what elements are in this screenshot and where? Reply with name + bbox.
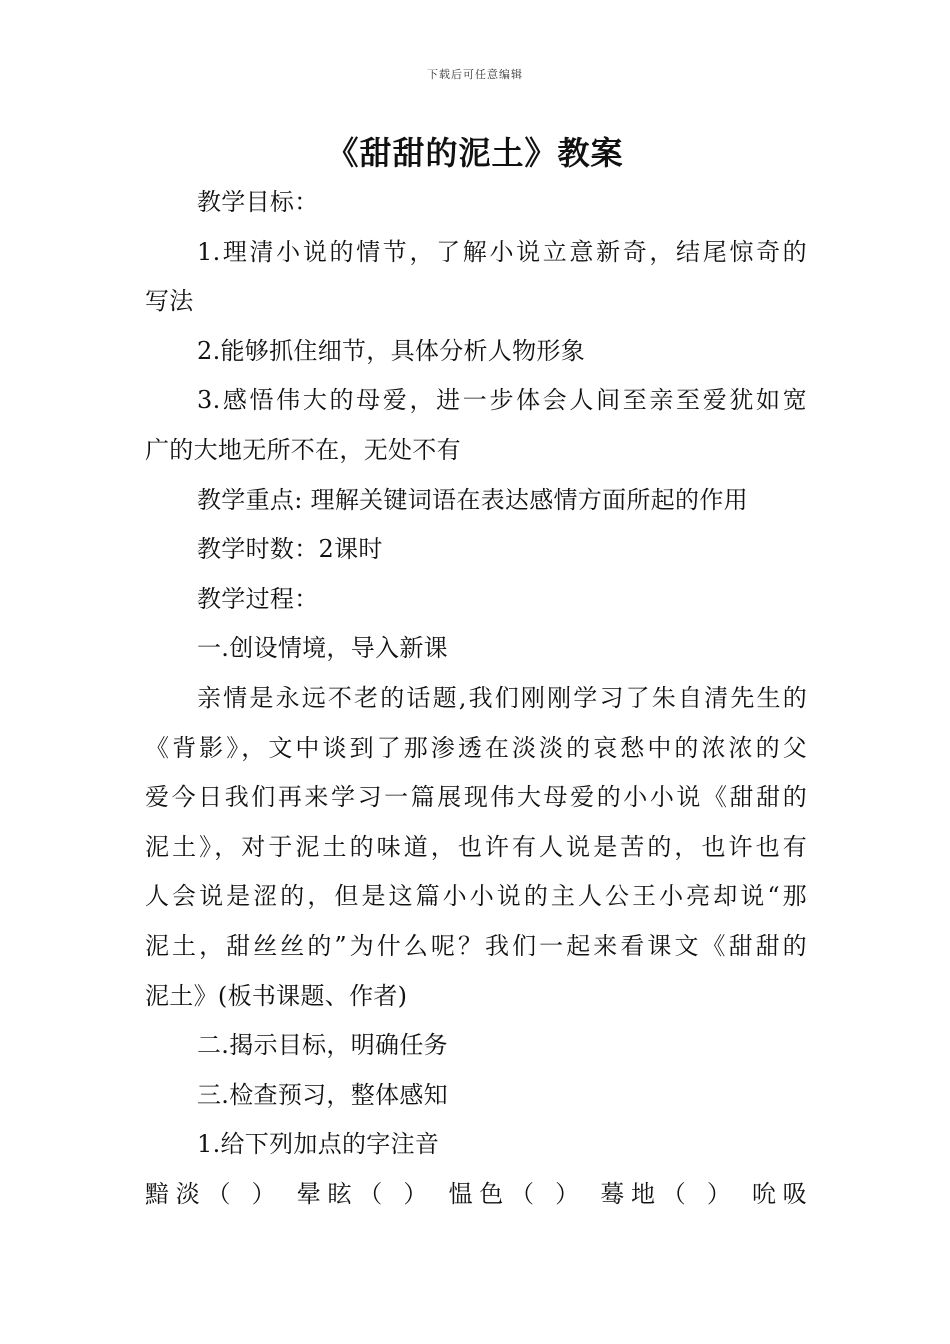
paragraph-line: 1.理清小说的情节，了解小说立意新奇，结尾惊奇的: [197, 237, 807, 266]
document-title: 《甜甜的泥土》教案: [326, 134, 624, 172]
section-heading-process: 教学过程：: [197, 584, 319, 613]
exercise-line: 黯淡（ ） 晕眩（ ） 愠色（ ） 蓦地（ ） 吮吸: [145, 1179, 807, 1208]
paragraph-line: 3.感悟伟大的母爱，进一步体会人间至亲至爱犹如宽: [197, 386, 807, 415]
paragraph-line: 写法: [145, 287, 194, 316]
paragraph-line: 教学重点: 理解关键词语在表达感情方面所起的作用: [197, 485, 748, 514]
paragraph-line: 亲情是永远不老的话题,我们刚刚学习了朱自清先生的: [197, 683, 807, 712]
paragraph-line: 泥土》(板书课题、作者): [145, 981, 408, 1010]
section-heading-step-3: 三.检查预习，整体感知: [197, 1080, 448, 1109]
paragraph-line: 泥土，甜丝丝的”为什么呢？我们一起来看课文《甜甜的: [145, 931, 807, 960]
paragraph-line: 泥土》，对于泥土的味道，也许有人说是苦的，也许也有: [145, 832, 807, 861]
paragraph-line: 爱今日我们再来学习一篇展现伟大母爱的小小说《甜甜的: [145, 783, 807, 812]
paragraph-line: 教学时数：2课时: [197, 535, 383, 564]
section-heading-step-2: 二.揭示目标，明确任务: [197, 1031, 448, 1060]
section-heading-objectives: 教学目标：: [197, 188, 319, 216]
header-note: 下载后可任意编辑: [427, 68, 523, 81]
paragraph-line: 《背影》，文中谈到了那渗透在淡淡的哀愁中的浓浓的父: [145, 733, 807, 762]
exercise-prompt: 1.给下列加点的字注音: [197, 1130, 440, 1159]
section-heading-step-1: 一.创设情境，导入新课: [197, 634, 448, 663]
paragraph-line: 人会说是涩的，但是这篇小小说的主人公王小亮却说“那: [145, 882, 807, 911]
paragraph-line: 2.能够抓住细节，具体分析人物形象: [197, 336, 585, 365]
paragraph-line: 广的大地无所不在，无处不有: [145, 435, 461, 464]
document-body: [145, 178, 807, 1219]
